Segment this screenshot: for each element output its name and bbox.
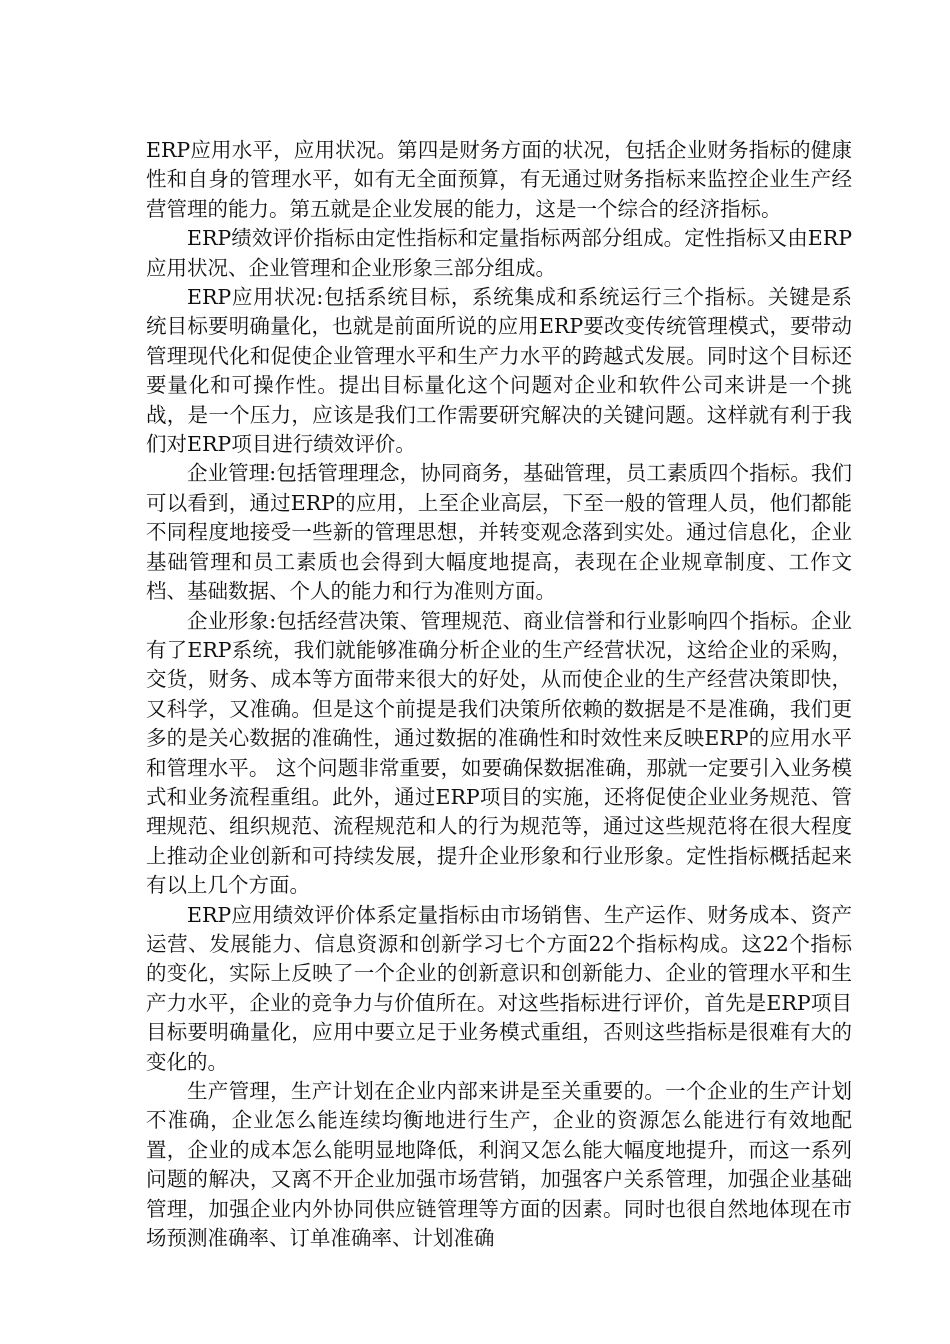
paragraph-production-management: 生产管理，生产计划在企业内部来讲是至关重要的。一个企业的生产计划不准确，企业怎么能连续均衡地进行生产，企业的资源怎么能进行有效地配置，企业的成本怎么能明显地降低，利润又怎么能大幅度地提升，而这一系列问题的解决，又离不开企业加强市场营销，加强客户关系管理，加强企业基础管理，加强企业内外协同供应链管理等方面的因素。同时也很自然地体现在市场预测准确率、订单准确率、计划准确 [146,1079,852,1251]
paragraph-erp-indicators: ERP绩效评价指标由定性指标和定量指标两部分组成。定性指标又由ERP应用状况、企业管理和企业形象三部分组成。 [146,226,852,280]
document-page [146,136,852,1253]
paragraph-continuation: ERP应用水平，应用状况。第四是财务方面的状况，包括企业财务指标的健康性和自身的管理水平，如有无全面预算，有无通过财务指标来监控企业生产经营管理的能力。第五就是企业发展的能力，这是一个综合的经济指标。 [146,138,852,221]
paragraph-enterprise-management: 企业管理:包括管理理念，协同商务，基础管理，员工素质四个指标。我们可以看到，通过ERP的应用，上至企业高层，下至一般的管理人员，他们都能不同程度地接受一些新的管理思想，并转变观念落到实处。通过信息化，企业基础管理和员工素质也会得到大幅度地提高，表现在企业规章制度、工作文档、基础数据、个人的能力和行为准则方面。 [146,461,852,604]
paragraph-quantitative-indicators: ERP应用绩效评价体系定量指标由市场销售、生产运作、财务成本、资产运营、发展能力、信息资源和创新学习七个方面22个指标构成。这22个指标的变化，实际上反映了一个企业的创新意识和创新能力、企业的管理水平和生产力水平，企业的竞争力与价值所在。对这些指标进行评价，首先是ERP项目目标要明确量化，应用中要立足于业务模式重组，否则这些指标是很难有大的变化的。 [146,902,852,1074]
paragraph-enterprise-image: 企业形象:包括经营决策、管理规范、商业信誉和行业影响四个指标。企业有了ERP系统，我们就能够准确分析企业的生产经营状况，这给企业的采购，交货，财务、成本等方面带来很大的好处，从而使企业的生产经营决策即快，又科学，又准确。但是这个前提是我们决策所依赖的数据是不是准确，我们更多的是关心数据的准确性，通过数据的准确性和时效性来反映ERP的应用水平和管理水平。 这个问题非常重要，如要确保数据准确，那就一定要引入业务模式和业务流程重组。此外，通过ERP项目的实施，还将促使企业业务规范、管理规范、组织规范、流程规范和人的行为规范等，通过这些规范将在很大程度上推动企业创新和可持续发展，提升企业形象和行业形象。定性指标概括起来有以上几个方面。 [146,608,852,898]
paragraph-erp-application-status: ERP应用状况:包括系统目标，系统集成和系统运行三个指标。关键是系统目标要明确量化，也就是前面所说的应用ERP要改变传统管理模式，要带动管理现代化和促使企业管理水平和生产力水平的跨越式发展。同时这个目标还要量化和可操作性。提出目标量化这个问题对企业和软件公司来讲是一个挑战，是一个压力，应该是我们工作需要研究解决的关键问题。这样就有利于我们对ERP项目进行绩效评价。 [146,285,852,457]
